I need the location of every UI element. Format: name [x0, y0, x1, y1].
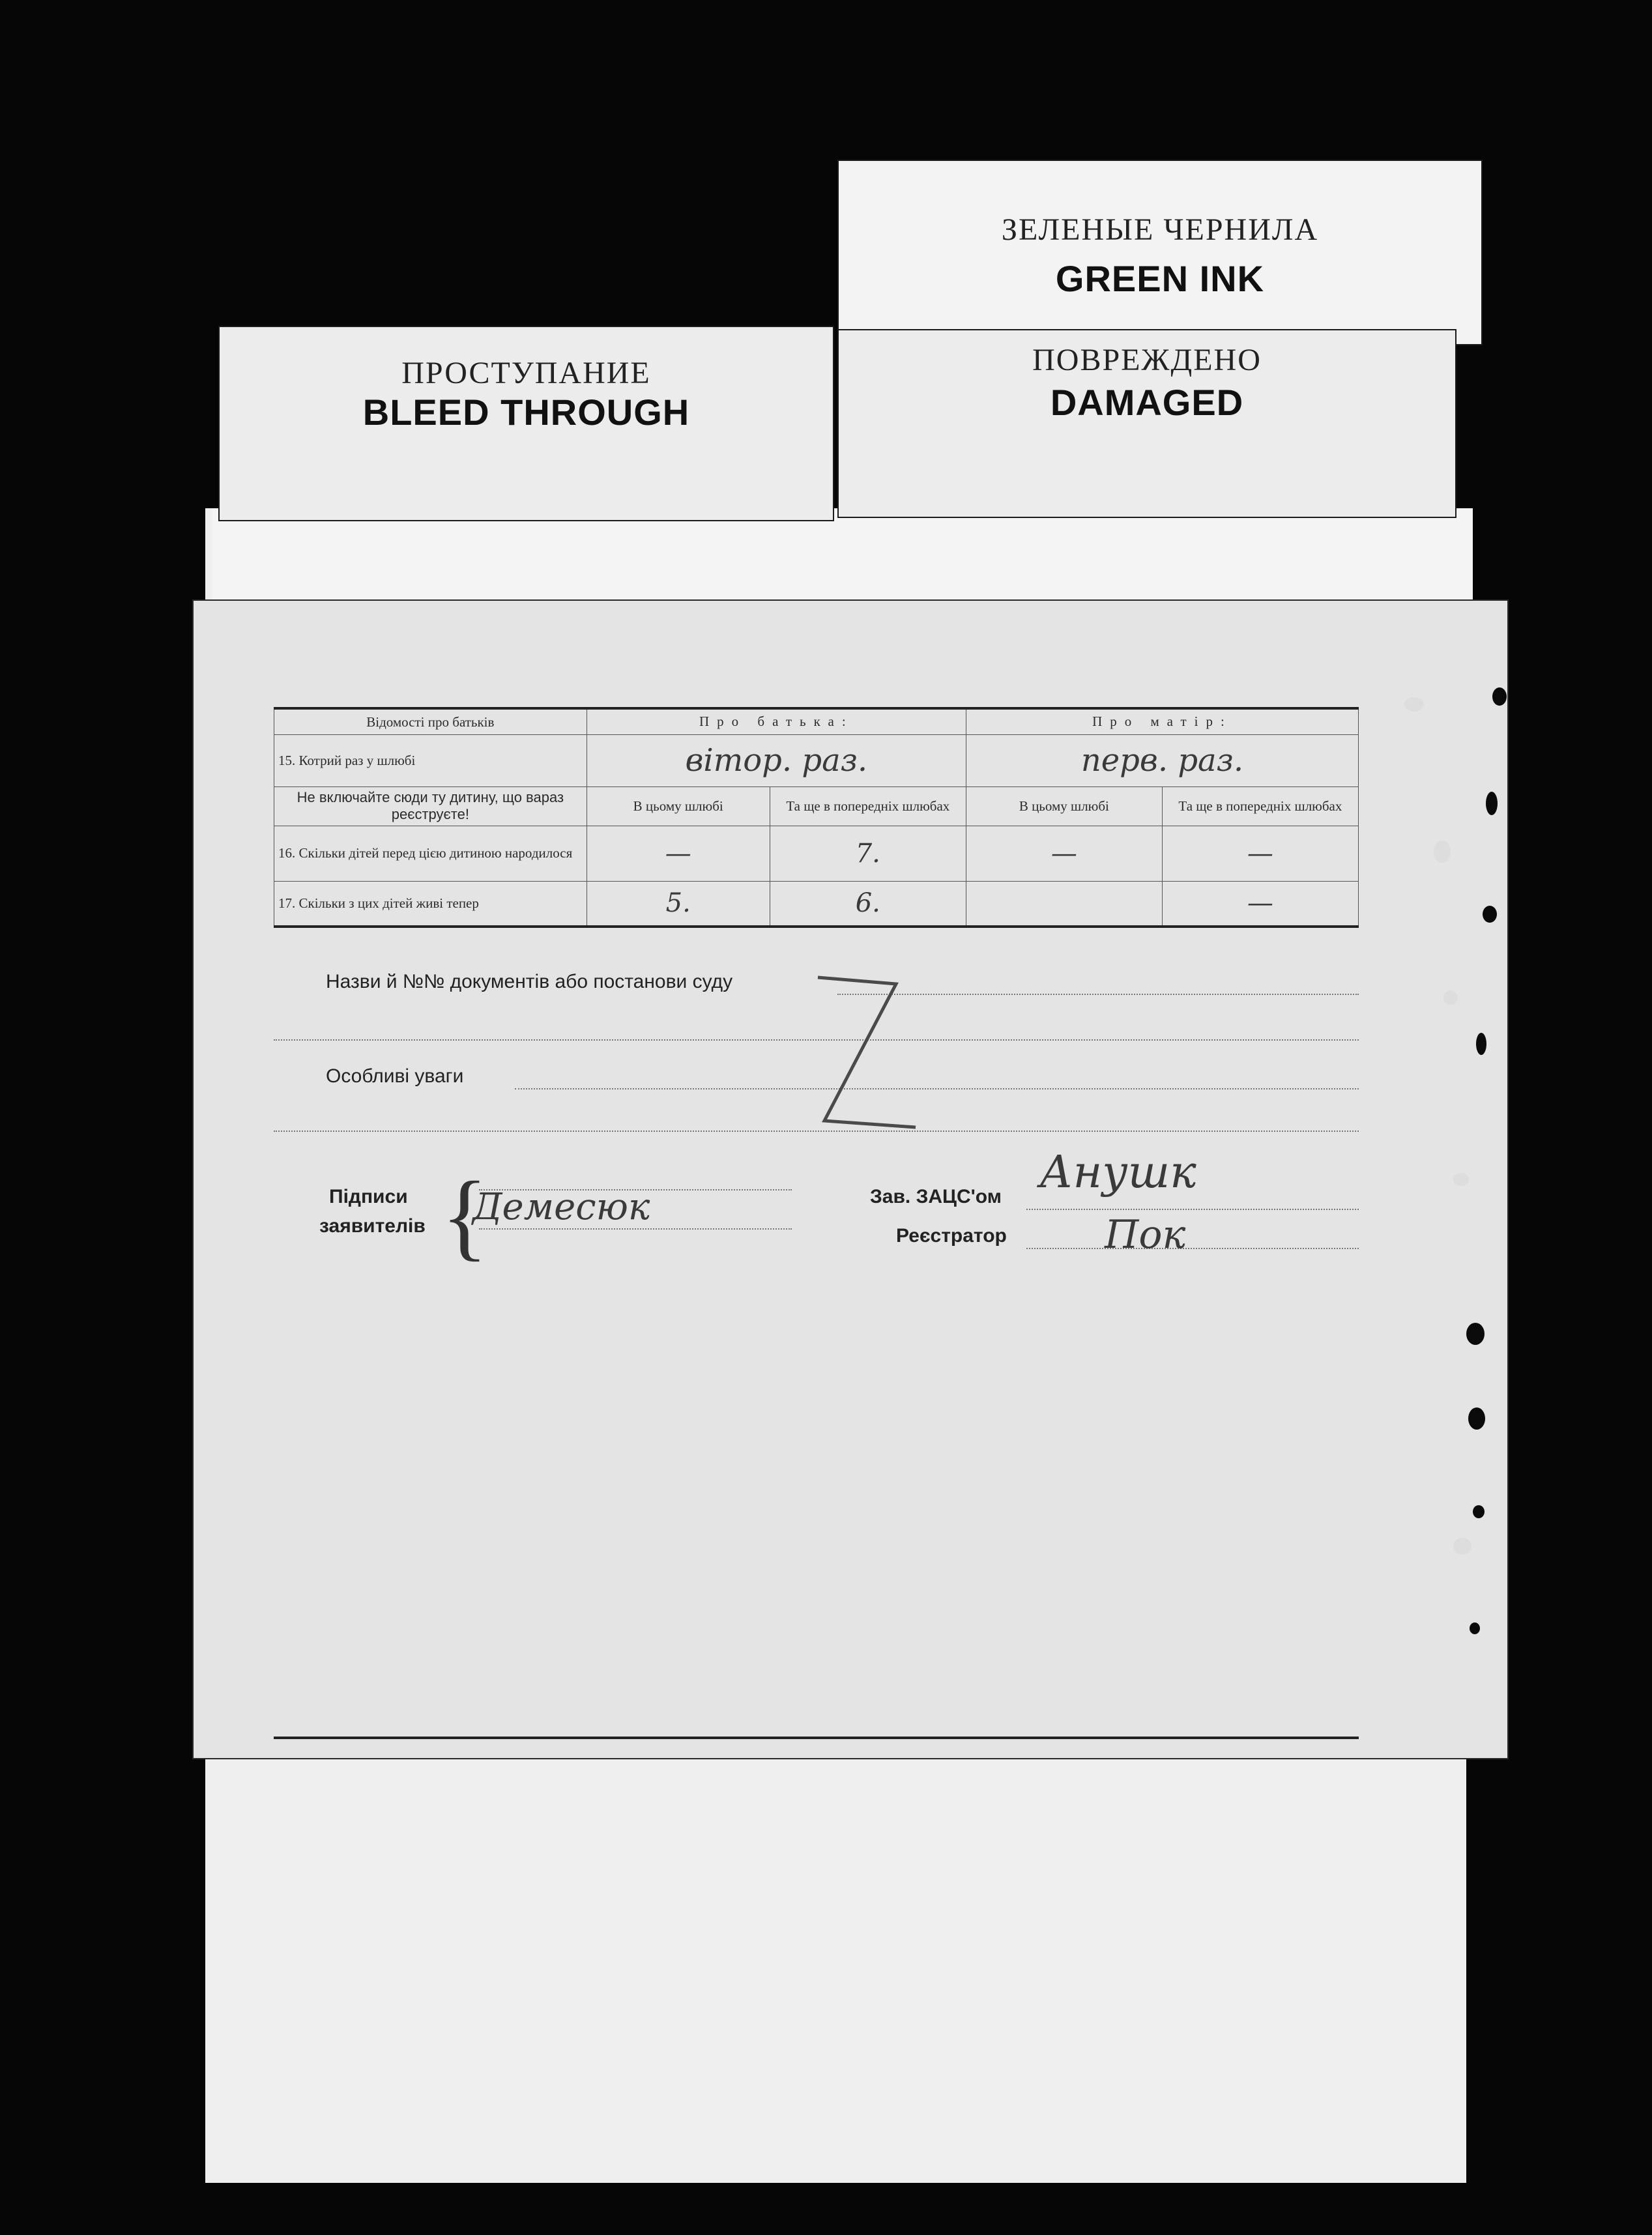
row16-value-2: 7. — [770, 826, 966, 881]
row17-value-4: — — [1162, 881, 1358, 927]
row16-value-3: — — [966, 826, 1162, 881]
head-signature: Анушк — [1039, 1147, 1196, 1198]
row15-father-value: вітор. раз. — [587, 734, 966, 786]
damaged-en: DAMAGED — [1050, 382, 1244, 423]
punch-hole — [1468, 1407, 1485, 1430]
father-this-marriage: В цьому шлюбі — [587, 786, 770, 826]
damaged-ru: ПОВРЕЖДЕНО — [1032, 343, 1262, 377]
warning-text: Не включайте сюди ту дитину, що вараз реєструєте! — [274, 786, 587, 826]
row16-value-1: — — [587, 826, 770, 881]
row15-label: 15. Котрий раз у шлюбі — [274, 734, 587, 786]
punch-hole — [1483, 906, 1497, 923]
documents-label: Назви й №№ документів або постанови суду — [326, 971, 733, 992]
father-previous-marriages: Та ще в попередніх шлюбах — [770, 786, 966, 826]
col-header-info: Відомості про батьків — [274, 708, 587, 734]
row17-value-3 — [966, 881, 1162, 927]
record-form-page — [192, 599, 1509, 1759]
mother-this-marriage: В цьому шлюбі — [966, 786, 1162, 826]
green-ink-ru: ЗЕЛЕНЫЕ ЧЕРНИЛА — [1001, 212, 1319, 247]
punch-hole — [1492, 687, 1507, 706]
bottom-rule — [274, 1737, 1359, 1739]
punch-hole — [1473, 1505, 1485, 1518]
punch-hole — [1486, 792, 1498, 815]
punch-hole — [1470, 1622, 1480, 1634]
damage-spot — [1434, 841, 1451, 863]
damaged-card — [837, 329, 1456, 518]
applicant-signature: Демесюк — [472, 1186, 650, 1228]
row17-label: 17. Скільки з цих дітей живі тепер — [274, 881, 587, 927]
col-header-mother: Про матір: — [966, 708, 1358, 734]
green-ink-card — [837, 160, 1483, 345]
mother-previous-marriages: Та ще в попередніх шлюбах — [1162, 786, 1358, 826]
bleed-through-ru: ПРОСТУПАНИЕ — [401, 356, 651, 390]
notes-line-1 — [515, 1088, 1359, 1089]
damage-spot — [1404, 697, 1424, 712]
parents-info-table — [274, 707, 1359, 928]
signatures-label-1: Підписи — [329, 1186, 408, 1207]
bleed-through-card — [218, 326, 834, 521]
head-signature-line — [1026, 1209, 1359, 1210]
row17-value-1: 5. — [587, 881, 770, 927]
row17-value-2: 6. — [770, 881, 966, 927]
z-strike-mark — [798, 964, 929, 1153]
registrar-signature: Пок — [1105, 1212, 1186, 1258]
damage-spot — [1453, 1173, 1469, 1186]
registrar-signature-line — [1026, 1248, 1359, 1249]
punch-hole — [1476, 1033, 1486, 1055]
damage-spot — [1443, 990, 1458, 1005]
notes-label: Особливі уваги — [326, 1065, 464, 1087]
row15-mother-value: перв. раз. — [966, 734, 1358, 786]
punch-hole — [1466, 1323, 1485, 1345]
row16-value-4: — — [1162, 826, 1358, 881]
signatures-label-2: заявителів — [319, 1215, 426, 1237]
row16-label: 16. Скільки дітей перед цією дитиною народилося — [274, 826, 587, 881]
green-ink-en: GREEN INK — [1055, 258, 1265, 299]
signatures-brace: { — [441, 1162, 488, 1270]
registrar-label: Реєстратор — [896, 1225, 1007, 1247]
head-label: Зав. ЗАЦС'ом — [870, 1186, 1002, 1207]
bleed-through-en: BLEED THROUGH — [362, 392, 690, 433]
col-header-father: Про батька: — [587, 708, 966, 734]
applicant-signature-line-2 — [479, 1228, 792, 1230]
damage-spot — [1453, 1538, 1471, 1555]
